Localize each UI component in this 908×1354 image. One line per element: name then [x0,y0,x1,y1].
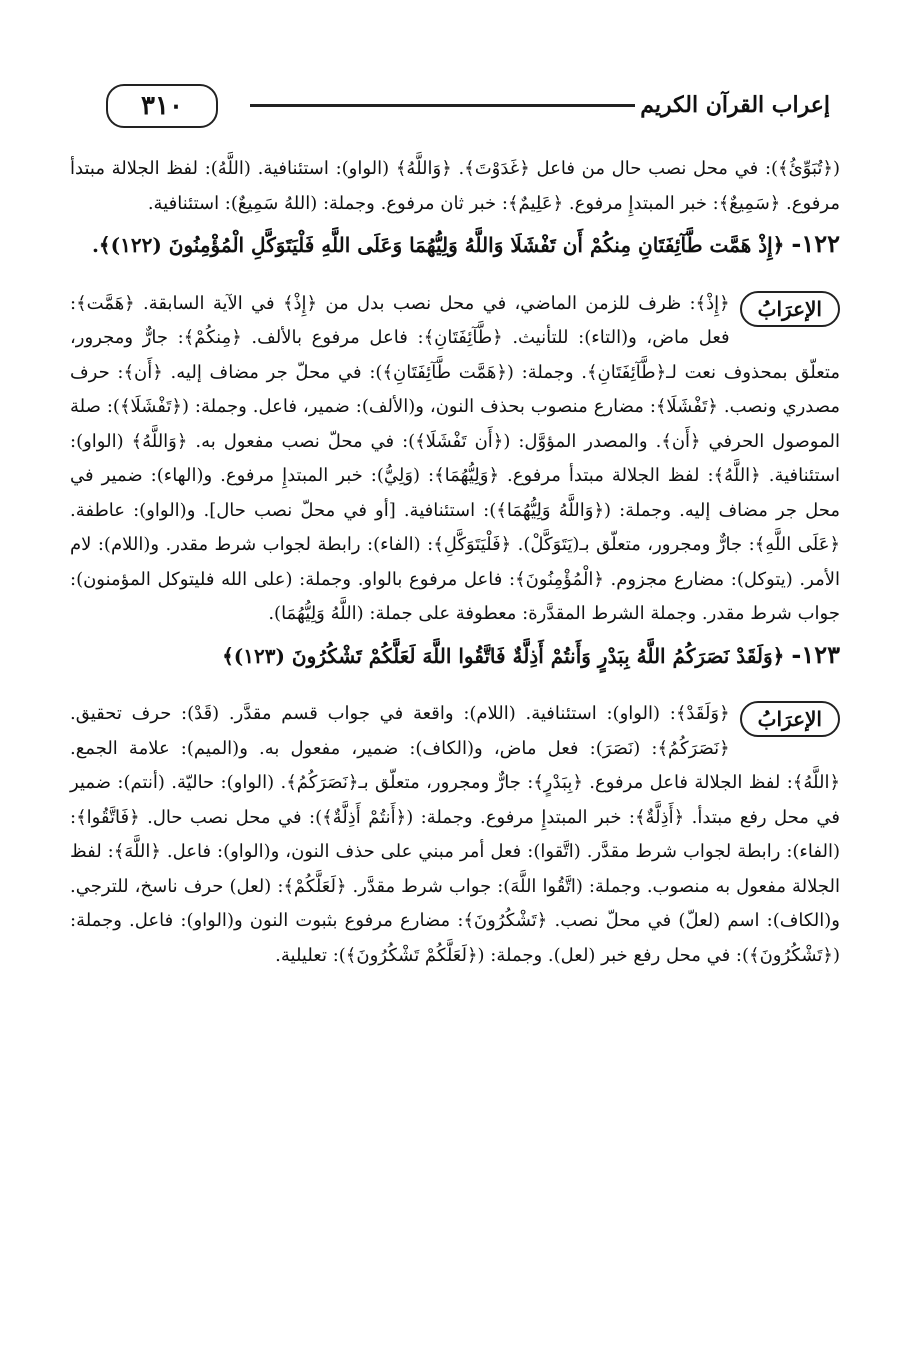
verse-123 [70,638,840,674]
verse-text: ﴿إِذْ هَمَّت طَّآئِفَتَانِ مِنكُمْ أَن تَفْشَلَا وَاللَّهُ وَلِيُّهُمَا وَعَلَى اللَّهِ فَلْيَتَوَكَّلِ الْمُؤْمِنُونَ (١٢٢)﴾. [91,233,785,257]
header-rule [250,104,635,107]
verse-number: ١٢٢- [791,229,840,258]
irab-text: ﴿إِذْ﴾: ظرف للزمن الماضي، في محل نصب بدل من ﴿إِذْ﴾ في الآية السابقة. ﴿هَمَّت﴾: فعل ماض، و(التاء): للتأنيث. ﴿طَّآئِفَتَانِ﴾: فاعل مرفوع بالألف. ﴿مِنكُمْ﴾: جارٌّ ومجرور، متعلّق بمحذوف نعت لـ﴿طَّآئِفَتَانِ﴾. وجملة: (﴿هَمَّت طَّآئِفَتَانِ﴾): في محلّ جر مضاف إليه. ﴿أَن﴾: حرف مصدري ونصب. ﴿تَفْشَلَا﴾: مضارع منصوب بحذف النون، و(الألف): ضمير، فاعل. وجملة: (﴿تَفْشَلَا﴾): صلة الموصول الحرفي ﴿أَن﴾. والمصدر المؤوَّل: (﴿أَن تَفْشَلَا﴾): في محلّ نصب مفعول به. ﴿وَاللَّهُ﴾ (الواو): استئنافية. ﴿اللَّهُ﴾: لفظ الجلالة مبتدأ مرفوع. ﴿وَلِيُّهُمَا﴾: (وَلِيُّ): خبر المبتدإِ مرفوع. و(الهاء): ضمير في محل جر مضاف إليه. وجملة: (﴿وَاللَّهُ وَلِيُّهُمَا﴾): استئنافية. [أو في محلّ نصب حال]. و(الواو): عاطفة. ﴿عَلَى اللَّهِ﴾: جارٌّ ومجرور، متعلّق بـ(يَتَوَكَّلْ). ﴿فَلْيَتَوَكَّلِ﴾: (الفاء): رابطة لجواب شرط مقدر. و(اللام): لام الأمر. (يتوكل): مضارع مجزوم. ﴿الْمُؤْمِنُونَ﴾: فاعل مرفوع بالواو. وجملة: (على الله فليتوكل المؤمنون): جواب شرط مقدر. وجملة الشرط المقدَّرة: معطوفة على جملة: (اللَّهُ وَلِيُّهُمَا). [70,292,840,624]
irab-label: الإعرَابُ [740,701,840,737]
page-number: ٣١٠ [106,84,218,128]
verse-122 [70,227,840,263]
irab-text: ﴿وَلَقَدْ﴾: (الواو): استئنافية. (اللام): واقعة في جواب قسم مقدَّر. (قَدْ): حرف تحقيق. ﴿نَصَرَكُمُ﴾: (نَصَرَ): فعل ماض، و(الكاف): ضمير، مفعول به. و(الميم): علامة الجمع. ﴿اللَّهُ﴾: لفظ الجلالة فاعل مرفوع. ﴿بِبَدْرٍ﴾: جارٌّ ومجرور، متعلّق بـ﴿نَصَرَكُمُ﴾. (الواو): حاليّة. (أنتم): ضمير في محل رفع مبتدأ. ﴿أَذِلَّةٌ﴾: خبر المبتدإِ مرفوع. وجملة: (﴿أَنتُمْ أَذِلَّةٌ﴾): في محل نصب حال. ﴿فَاتَّقُوا﴾: (الفاء): رابطة لجواب شرط مقدَّر. (اتَّقوا): فعل أمر مبني على حذف النون، و(الواو): فاعل. ﴿اللَّهَ﴾: لفظ الجلالة مفعول به منصوب. وجملة: (اتَّقُوا اللَّهَ): جواب شرط مقدَّر. ﴿لَعَلَّكُمْ﴾: (لعل) حرف ناسخ، للترجي. و(الكاف): اسم (لعلّ) في محلّ نصب. ﴿تَشْكُرُونَ﴾: مضارع مرفوع بثبوت النون و(الواو): فاعل. وجملة: (﴿تَشْكُرُونَ﴾): في محل رفع خبر (لعل). وجملة: (﴿لَعَلَّكُمْ تَشْكُرُونَ﴾): تعليلية. [70,703,840,966]
irab-label: الإعرَابُ [740,291,840,327]
page-body [70,152,840,973]
spacer [70,683,840,697]
spacer [70,273,840,287]
book-title: إعراب القرآن الكريم [640,92,830,118]
intro-paragraph: (﴿تُبَوِّئُ﴾): في محل نصب حال من فاعل ﴿غَدَوْتَ﴾. ﴿وَاللَّهُ﴾ (الواو): استئنافية. (اللَّهُ): لفظ الجلالة مبتدأ مرفوع. ﴿سَمِيعٌ﴾: خبر المبتدإِ مرفوع. ﴿عَلِيمٌ﴾: خبر ثان مرفوع. وجملة: (اللهُ سَمِيعٌ): استئنافية. [70,158,840,214]
verse-text: ﴿وَلَقَدْ نَصَرَكُمُ اللَّهُ بِبَدْرٍ وَأَنتُمْ أَذِلَّةٌ فَاتَّقُوا اللَّهَ لَعَلَّكُمْ تَشْكُرُونَ (١٢٣)﴾ [222,643,785,668]
irab-section-122 [70,287,840,632]
page-header [60,74,850,130]
verse-number: ١٢٣- [791,639,840,669]
irab-section-123 [70,697,840,973]
